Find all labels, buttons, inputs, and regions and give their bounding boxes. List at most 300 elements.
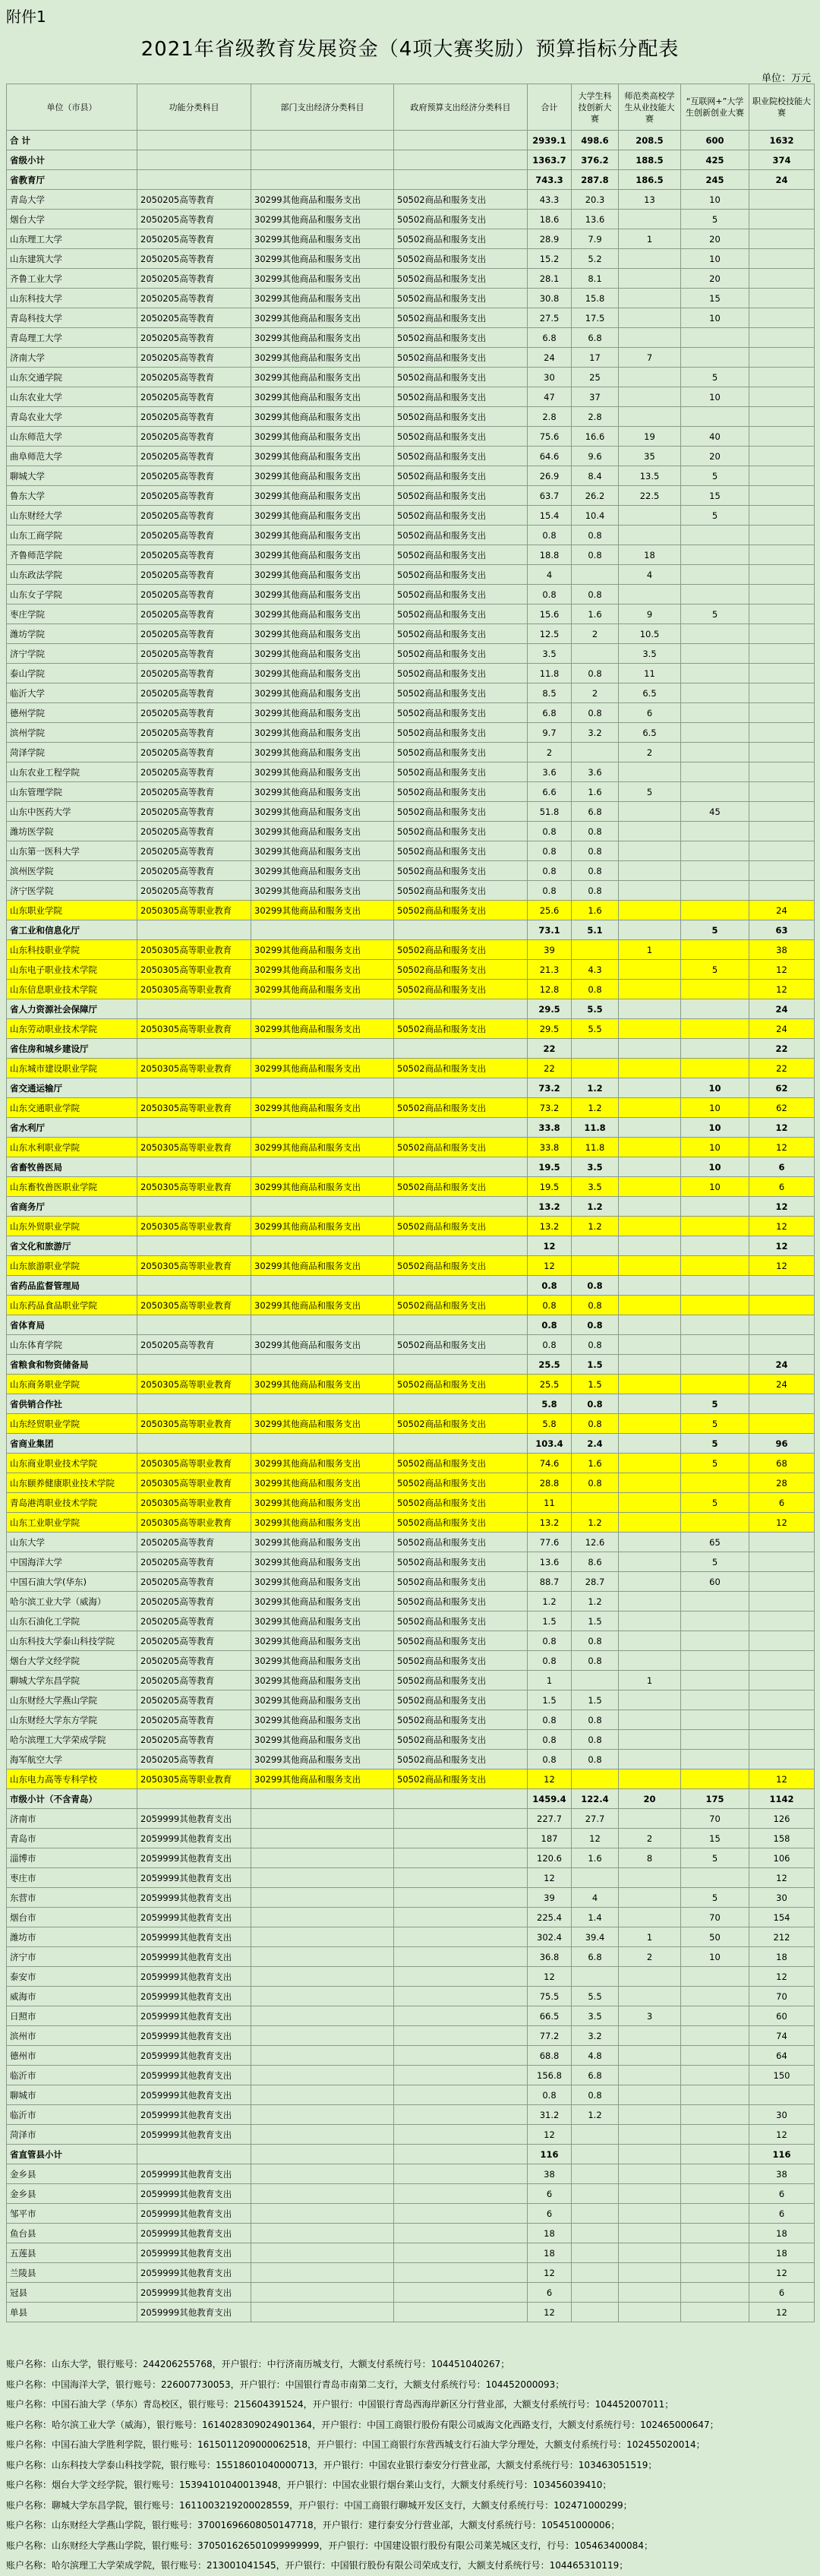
total-cell: 116 xyxy=(528,2145,572,2164)
dept-economic-category-cell: 30299其他商品和服务支出 xyxy=(251,723,394,743)
vocational-skills-cell: 12 xyxy=(749,2125,815,2145)
total-cell: 227.7 xyxy=(528,1809,572,1829)
unit-cell: 山东职业学院 xyxy=(7,901,137,920)
table-row xyxy=(7,2263,815,2283)
table-row xyxy=(7,1078,815,1098)
total-cell: 38 xyxy=(528,2164,572,2184)
tech-innovation-cell: 2.8 xyxy=(572,407,619,427)
total-cell: 11 xyxy=(528,1493,572,1513)
unit-cell: 聊城大学 xyxy=(7,466,137,486)
dept-economic-category-cell xyxy=(251,920,394,940)
function-category-cell: 2059999其他教育支出 xyxy=(137,1829,251,1848)
account-note: 账户名称：烟台大学文经学院，银行账号：15394101040013948，开户银行：中国农业银行烟台莱山支行，大额支付系统行号：103456039410； xyxy=(6,2480,612,2490)
tech-innovation-cell xyxy=(572,1671,619,1690)
table-row xyxy=(7,1177,815,1197)
table-row xyxy=(7,1967,815,1987)
vocational-skills-cell: 24 xyxy=(749,1375,815,1394)
tech-innovation-cell: 1.5 xyxy=(572,1690,619,1710)
tech-innovation-cell xyxy=(572,2224,619,2243)
function-category-cell: 2050205高等教育 xyxy=(137,644,251,664)
dept-economic-category-cell: 30299其他商品和服务支出 xyxy=(251,447,394,466)
teacher-skills-cell xyxy=(619,1888,681,1908)
dept-economic-category-cell xyxy=(251,1809,394,1829)
function-category-cell xyxy=(137,170,251,190)
tech-innovation-cell: 17.5 xyxy=(572,308,619,328)
total-cell: 12 xyxy=(528,1868,572,1888)
total-cell: 156.8 xyxy=(528,2066,572,2085)
unit-cell: 山东第一医科大学 xyxy=(7,841,137,861)
gov-economic-category-cell: 50502商品和服务支出 xyxy=(394,841,528,861)
tech-innovation-cell xyxy=(572,2263,619,2283)
vocational-skills-cell xyxy=(749,1315,815,1335)
function-category-cell: 2059999其他教育支出 xyxy=(137,1987,251,2006)
table-row xyxy=(7,2303,815,2322)
teacher-skills-cell xyxy=(619,1019,681,1039)
internet-plus-cell: 5 xyxy=(681,960,749,980)
function-category-cell: 2050205高等教育 xyxy=(137,229,251,249)
table-row xyxy=(7,486,815,506)
internet-plus-cell: 5 xyxy=(681,466,749,486)
internet-plus-cell xyxy=(681,2303,749,2322)
function-category-cell: 2059999其他教育支出 xyxy=(137,2224,251,2243)
total-cell: 36.8 xyxy=(528,1947,572,1967)
function-category-cell: 2059999其他教育支出 xyxy=(137,2283,251,2303)
dept-economic-category-cell: 30299其他商品和服务支出 xyxy=(251,427,394,447)
tech-innovation-cell: 1.2 xyxy=(572,1592,619,1612)
unit-cell: 山东商业职业技术学院 xyxy=(7,1454,137,1473)
function-category-cell xyxy=(137,1118,251,1138)
teacher-skills-cell xyxy=(619,1434,681,1454)
function-category-cell: 2050205高等教育 xyxy=(137,289,251,308)
tech-innovation-cell: 4.8 xyxy=(572,2046,619,2066)
dept-economic-category-cell: 30299其他商品和服务支出 xyxy=(251,881,394,901)
dept-economic-category-cell xyxy=(251,1848,394,1868)
table-row xyxy=(7,585,815,605)
function-category-cell: 2050205高等教育 xyxy=(137,723,251,743)
unit-cell: 济宁医学院 xyxy=(7,881,137,901)
internet-plus-cell xyxy=(681,565,749,585)
total-cell: 74.6 xyxy=(528,1454,572,1473)
vocational-skills-cell xyxy=(749,190,815,210)
vocational-skills-cell: 38 xyxy=(749,940,815,960)
vocational-skills-cell xyxy=(749,1414,815,1434)
teacher-skills-cell xyxy=(619,901,681,920)
function-category-cell: 2050205高等教育 xyxy=(137,1612,251,1631)
vocational-skills-cell xyxy=(749,1671,815,1690)
dept-economic-category-cell xyxy=(251,1039,394,1059)
table-row xyxy=(7,565,815,585)
dept-economic-category-cell xyxy=(251,1829,394,1848)
dept-economic-category-cell xyxy=(251,2125,394,2145)
internet-plus-cell xyxy=(681,1631,749,1651)
teacher-skills-cell xyxy=(619,1552,681,1572)
internet-plus-cell xyxy=(681,585,749,605)
gov-economic-category-cell xyxy=(394,1394,528,1414)
teacher-skills-cell xyxy=(619,2283,681,2303)
total-cell: 73.1 xyxy=(528,920,572,940)
tech-innovation-cell: 1.6 xyxy=(572,1848,619,1868)
table-row xyxy=(7,2224,815,2243)
table-row xyxy=(7,2085,815,2105)
function-category-cell: 2050305高等职业教育 xyxy=(137,1513,251,1533)
unit-cell: 潍坊学院 xyxy=(7,624,137,644)
dept-economic-category-cell: 30299其他商品和服务支出 xyxy=(251,466,394,486)
total-cell: 5.8 xyxy=(528,1414,572,1434)
internet-plus-cell: 600 xyxy=(681,131,749,150)
vocational-skills-cell xyxy=(749,210,815,229)
vocational-skills-cell: 28 xyxy=(749,1473,815,1493)
total-cell: 28.1 xyxy=(528,269,572,289)
unit-cell: 山东科技大学泰山科技学院 xyxy=(7,1631,137,1651)
internet-plus-cell xyxy=(681,2105,749,2125)
teacher-skills-cell: 20 xyxy=(619,1789,681,1809)
unit-cell: 齐鲁工业大学 xyxy=(7,269,137,289)
table-row xyxy=(7,605,815,624)
dept-economic-category-cell: 30299其他商品和服务支出 xyxy=(251,1177,394,1197)
vocational-skills-cell: 12 xyxy=(749,1138,815,1157)
dept-economic-category-cell xyxy=(251,2066,394,2085)
internet-plus-cell: 10 xyxy=(681,1157,749,1177)
table-row xyxy=(7,407,815,427)
table-row xyxy=(7,387,815,407)
unit-cell: 省商务厅 xyxy=(7,1197,137,1217)
table-row xyxy=(7,920,815,940)
gov-economic-category-cell xyxy=(394,1276,528,1296)
function-category-cell: 2059999其他教育支出 xyxy=(137,2125,251,2145)
table-row xyxy=(7,1197,815,1217)
table-row xyxy=(7,1572,815,1592)
unit-cell: 山东财经大学燕山学院 xyxy=(7,1690,137,1710)
unit-cell: 菏泽学院 xyxy=(7,743,137,762)
gov-economic-category-cell: 50502商品和服务支出 xyxy=(394,664,528,683)
total-cell: 8.5 xyxy=(528,683,572,703)
gov-economic-category-cell xyxy=(394,2026,528,2046)
dept-economic-category-cell xyxy=(251,1908,394,1927)
dept-economic-category-cell xyxy=(251,170,394,190)
internet-plus-cell: 10 xyxy=(681,190,749,210)
unit-cell: 山东水利职业学院 xyxy=(7,1138,137,1157)
table-row xyxy=(7,664,815,683)
gov-economic-category-cell: 50502商品和服务支出 xyxy=(394,308,528,328)
tech-innovation-cell: 0.8 xyxy=(572,1315,619,1335)
function-category-cell: 2050205高等教育 xyxy=(137,605,251,624)
teacher-skills-cell xyxy=(619,308,681,328)
table-row xyxy=(7,368,815,387)
teacher-skills-cell xyxy=(619,1197,681,1217)
internet-plus-cell: 20 xyxy=(681,269,749,289)
vocational-skills-cell xyxy=(749,348,815,368)
teacher-skills-cell xyxy=(619,2105,681,2125)
table-row xyxy=(7,2164,815,2184)
table-row xyxy=(7,308,815,328)
unit-cell: 省畜牧兽医局 xyxy=(7,1157,137,1177)
internet-plus-cell xyxy=(681,1236,749,1256)
teacher-skills-cell xyxy=(619,1868,681,1888)
tech-innovation-cell: 0.8 xyxy=(572,545,619,565)
dept-economic-category-cell xyxy=(251,2243,394,2263)
tech-innovation-cell: 26.2 xyxy=(572,486,619,506)
teacher-skills-cell xyxy=(619,1315,681,1335)
total-cell: 64.6 xyxy=(528,447,572,466)
table-row xyxy=(7,1039,815,1059)
vocational-skills-cell xyxy=(749,229,815,249)
internet-plus-cell: 10 xyxy=(681,1098,749,1118)
table-row xyxy=(7,1750,815,1769)
teacher-skills-cell: 1 xyxy=(619,1927,681,1947)
unit-cell: 省级小计 xyxy=(7,150,137,170)
function-category-cell: 2059999其他教育支出 xyxy=(137,1868,251,1888)
vocational-skills-cell xyxy=(749,723,815,743)
teacher-skills-cell xyxy=(619,506,681,526)
vocational-skills-cell: 63 xyxy=(749,920,815,940)
internet-plus-cell xyxy=(681,526,749,545)
total-cell: 39 xyxy=(528,1888,572,1908)
function-category-cell: 2059999其他教育支出 xyxy=(137,2303,251,2322)
dept-economic-category-cell xyxy=(251,1434,394,1454)
gov-economic-category-cell: 50502商品和服务支出 xyxy=(394,348,528,368)
internet-plus-cell xyxy=(681,822,749,841)
total-cell: 73.2 xyxy=(528,1098,572,1118)
total-cell: 12 xyxy=(528,2303,572,2322)
tech-innovation-cell: 0.8 xyxy=(572,2085,619,2105)
table-row xyxy=(7,190,815,210)
internet-plus-cell xyxy=(681,545,749,565)
dept-economic-category-cell: 30299其他商品和服务支出 xyxy=(251,348,394,368)
gov-economic-category-cell: 50502商品和服务支出 xyxy=(394,743,528,762)
unit-cell: 海军航空大学 xyxy=(7,1750,137,1769)
vocational-skills-cell xyxy=(749,1750,815,1769)
column-header: 大学生科技创新大赛 xyxy=(572,84,619,131)
table-row xyxy=(7,1513,815,1533)
dept-economic-category-cell: 30299其他商品和服务支出 xyxy=(251,1375,394,1394)
internet-plus-cell xyxy=(681,1750,749,1769)
tech-innovation-cell xyxy=(572,940,619,960)
table-row xyxy=(7,1592,815,1612)
internet-plus-cell xyxy=(681,1967,749,1987)
vocational-skills-cell xyxy=(749,1296,815,1315)
teacher-skills-cell xyxy=(619,2085,681,2105)
dept-economic-category-cell: 30299其他商品和服务支出 xyxy=(251,1296,394,1315)
function-category-cell: 2050305高等职业教育 xyxy=(137,901,251,920)
total-cell: 21.3 xyxy=(528,960,572,980)
teacher-skills-cell: 4 xyxy=(619,565,681,585)
tech-innovation-cell: 3.2 xyxy=(572,723,619,743)
dept-economic-category-cell: 30299其他商品和服务支出 xyxy=(251,901,394,920)
dept-economic-category-cell: 30299其他商品和服务支出 xyxy=(251,1671,394,1690)
gov-economic-category-cell: 50502商品和服务支出 xyxy=(394,486,528,506)
dept-economic-category-cell: 30299其他商品和服务支出 xyxy=(251,1592,394,1612)
internet-plus-cell xyxy=(681,1039,749,1059)
total-cell: 13.2 xyxy=(528,1217,572,1236)
table-row xyxy=(7,1276,815,1296)
table-row xyxy=(7,1651,815,1671)
teacher-skills-cell xyxy=(619,1612,681,1631)
dept-economic-category-cell: 30299其他商品和服务支出 xyxy=(251,782,394,802)
vocational-skills-cell xyxy=(749,565,815,585)
table-row xyxy=(7,1769,815,1789)
teacher-skills-cell xyxy=(619,1572,681,1592)
unit-cell: 东营市 xyxy=(7,1888,137,1908)
internet-plus-cell xyxy=(681,782,749,802)
function-category-cell: 2050205高等教育 xyxy=(137,447,251,466)
dept-economic-category-cell: 30299其他商品和服务支出 xyxy=(251,1059,394,1078)
internet-plus-cell xyxy=(681,901,749,920)
unit-cell: 山东财经大学东方学院 xyxy=(7,1710,137,1730)
dept-economic-category-cell xyxy=(251,2164,394,2184)
gov-economic-category-cell: 50502商品和服务支出 xyxy=(394,703,528,723)
tech-innovation-cell: 6.8 xyxy=(572,1947,619,1967)
total-cell: 28.8 xyxy=(528,1473,572,1493)
tech-innovation-cell: 3.5 xyxy=(572,1157,619,1177)
table-row xyxy=(7,1612,815,1631)
internet-plus-cell: 10 xyxy=(681,1118,749,1138)
teacher-skills-cell xyxy=(619,1375,681,1394)
internet-plus-cell: 15 xyxy=(681,1829,749,1848)
gov-economic-category-cell xyxy=(394,1039,528,1059)
table-row xyxy=(7,1414,815,1434)
tech-innovation-cell: 1.5 xyxy=(572,1375,619,1394)
internet-plus-cell: 5 xyxy=(681,605,749,624)
unit-cell: 省水利厅 xyxy=(7,1118,137,1138)
teacher-skills-cell xyxy=(619,526,681,545)
unit-label: 单位：万元 xyxy=(761,73,811,84)
teacher-skills-cell xyxy=(619,407,681,427)
function-category-cell: 2050205高等教育 xyxy=(137,861,251,881)
tech-innovation-cell: 0.8 xyxy=(572,1473,619,1493)
teacher-skills-cell: 188.5 xyxy=(619,150,681,170)
gov-economic-category-cell xyxy=(394,1888,528,1908)
gov-economic-category-cell xyxy=(394,2283,528,2303)
unit-cell: 山东畜牧兽医职业学院 xyxy=(7,1177,137,1197)
total-cell: 103.4 xyxy=(528,1434,572,1454)
gov-economic-category-cell: 50502商品和服务支出 xyxy=(394,1690,528,1710)
total-cell: 18.6 xyxy=(528,210,572,229)
total-cell: 0.8 xyxy=(528,1296,572,1315)
total-cell: 39 xyxy=(528,940,572,960)
function-category-cell: 2050205高等教育 xyxy=(137,506,251,526)
teacher-skills-cell xyxy=(619,1118,681,1138)
table-row xyxy=(7,1552,815,1572)
vocational-skills-cell: 12 xyxy=(749,1236,815,1256)
vocational-skills-cell xyxy=(749,1730,815,1750)
dept-economic-category-cell: 30299其他商品和服务支出 xyxy=(251,1414,394,1434)
teacher-skills-cell xyxy=(619,762,681,782)
vocational-skills-cell xyxy=(749,427,815,447)
gov-economic-category-cell: 50502商品和服务支出 xyxy=(394,1375,528,1394)
internet-plus-cell: 5 xyxy=(681,1848,749,1868)
table-row xyxy=(7,960,815,980)
tech-innovation-cell: 1.5 xyxy=(572,1612,619,1631)
unit-cell: 泰山学院 xyxy=(7,664,137,683)
tech-innovation-cell: 5.5 xyxy=(572,999,619,1019)
tech-innovation-cell xyxy=(572,1039,619,1059)
dept-economic-category-cell: 30299其他商品和服务支出 xyxy=(251,1651,394,1671)
gov-economic-category-cell xyxy=(394,920,528,940)
dept-economic-category-cell xyxy=(251,2046,394,2066)
dept-economic-category-cell xyxy=(251,1355,394,1375)
unit-cell: 省粮食和物资储备局 xyxy=(7,1355,137,1375)
total-cell: 13.2 xyxy=(528,1513,572,1533)
tech-innovation-cell xyxy=(572,743,619,762)
dept-economic-category-cell xyxy=(251,2085,394,2105)
function-category-cell: 2059999其他教育支出 xyxy=(137,2046,251,2066)
function-category-cell xyxy=(137,1394,251,1414)
unit-cell: 冠县 xyxy=(7,2283,137,2303)
tech-innovation-cell: 10.4 xyxy=(572,506,619,526)
tech-innovation-cell: 1.2 xyxy=(572,1197,619,1217)
unit-cell: 德州学院 xyxy=(7,703,137,723)
vocational-skills-cell: 30 xyxy=(749,2105,815,2125)
table-row xyxy=(7,2283,815,2303)
vocational-skills-cell xyxy=(749,624,815,644)
tech-innovation-cell: 3.2 xyxy=(572,2026,619,2046)
total-cell: 0.8 xyxy=(528,1730,572,1750)
unit-cell: 滨州医学院 xyxy=(7,861,137,881)
total-cell: 0.8 xyxy=(528,1710,572,1730)
total-cell: 18 xyxy=(528,2243,572,2263)
vocational-skills-cell: 18 xyxy=(749,2224,815,2243)
total-cell: 75.5 xyxy=(528,1987,572,2006)
vocational-skills-cell xyxy=(749,881,815,901)
unit-cell: 滨州学院 xyxy=(7,723,137,743)
internet-plus-cell xyxy=(681,1473,749,1493)
total-cell: 15.4 xyxy=(528,506,572,526)
total-cell: 6.6 xyxy=(528,782,572,802)
vocational-skills-cell: 116 xyxy=(749,2145,815,2164)
function-category-cell: 2059999其他教育支出 xyxy=(137,2006,251,2026)
internet-plus-cell xyxy=(681,1730,749,1750)
gov-economic-category-cell xyxy=(394,2046,528,2066)
teacher-skills-cell xyxy=(619,1809,681,1829)
teacher-skills-cell xyxy=(619,920,681,940)
unit-cell: 山东信息职业技术学院 xyxy=(7,980,137,999)
internet-plus-cell: 5 xyxy=(681,1493,749,1513)
function-category-cell xyxy=(137,150,251,170)
tech-innovation-cell: 2.4 xyxy=(572,1434,619,1454)
dept-economic-category-cell xyxy=(251,131,394,150)
table-row xyxy=(7,1256,815,1276)
teacher-skills-cell xyxy=(619,1256,681,1276)
gov-economic-category-cell: 50502商品和服务支出 xyxy=(394,683,528,703)
vocational-skills-cell xyxy=(749,506,815,526)
unit-cell: 青岛农业大学 xyxy=(7,407,137,427)
internet-plus-cell xyxy=(681,1651,749,1671)
unit-cell: 哈尔滨工业大学（威海） xyxy=(7,1592,137,1612)
table-row xyxy=(7,1848,815,1868)
internet-plus-cell xyxy=(681,881,749,901)
vocational-skills-cell xyxy=(749,447,815,466)
total-cell: 11.8 xyxy=(528,664,572,683)
vocational-skills-cell: 1632 xyxy=(749,131,815,150)
internet-plus-cell: 5 xyxy=(681,1888,749,1908)
table-row xyxy=(7,1730,815,1750)
gov-economic-category-cell: 50502商品和服务支出 xyxy=(394,269,528,289)
internet-plus-cell: 15 xyxy=(681,486,749,506)
unit-cell: 中国石油大学(华东) xyxy=(7,1572,137,1592)
dept-economic-category-cell xyxy=(251,1197,394,1217)
gov-economic-category-cell: 50502商品和服务支出 xyxy=(394,1552,528,1572)
vocational-skills-cell: 12 xyxy=(749,960,815,980)
tech-innovation-cell: 5.1 xyxy=(572,920,619,940)
dept-economic-category-cell: 30299其他商品和服务支出 xyxy=(251,526,394,545)
gov-economic-category-cell: 50502商品和服务支出 xyxy=(394,762,528,782)
total-cell: 15.6 xyxy=(528,605,572,624)
total-cell: 33.8 xyxy=(528,1138,572,1157)
vocational-skills-cell: 12 xyxy=(749,1967,815,1987)
teacher-skills-cell xyxy=(619,1631,681,1651)
teacher-skills-cell xyxy=(619,1493,681,1513)
total-cell: 12.8 xyxy=(528,980,572,999)
